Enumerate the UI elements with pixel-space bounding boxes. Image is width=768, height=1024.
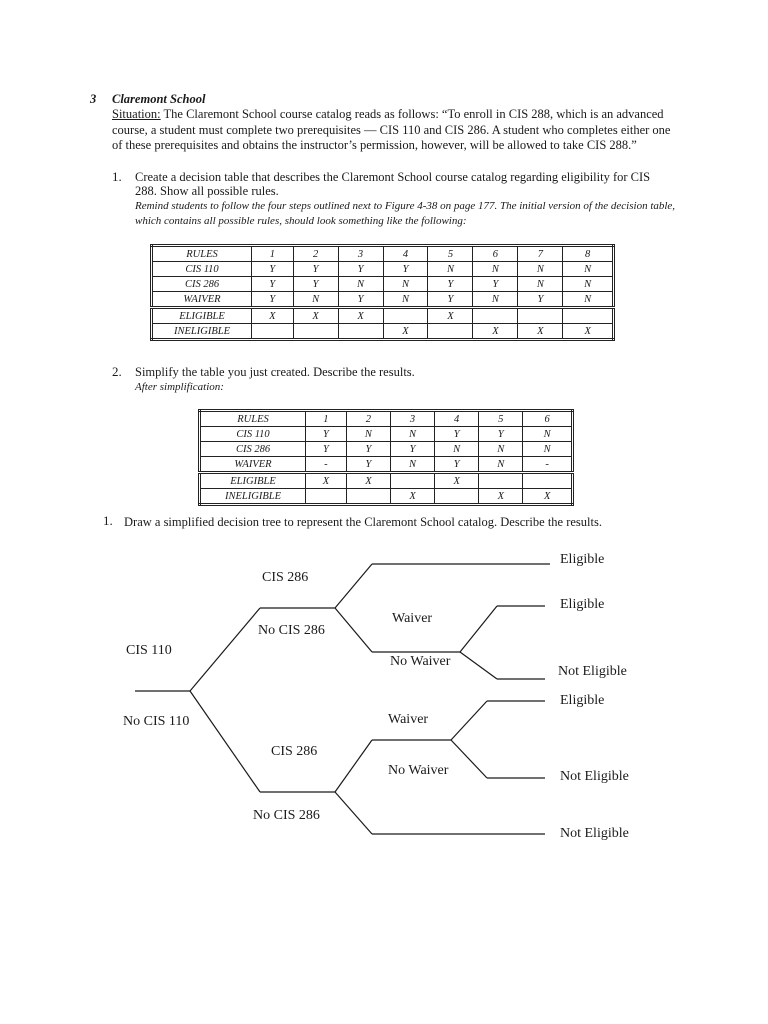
table-row-label: CIS 110 [152, 262, 252, 277]
tree-branch-upper-waiver [460, 606, 497, 652]
table-cell: - [523, 457, 573, 473]
table-row-label: RULES [200, 411, 306, 427]
table-cell: Y [306, 427, 347, 442]
table-cell: Y [252, 277, 294, 292]
table-row-label: CIS 286 [152, 277, 252, 292]
table-cell: Y [479, 427, 523, 442]
tree-label-no-cis110: No CIS 110 [123, 714, 190, 729]
tree-label-lower-waiver: Waiver [388, 712, 429, 727]
table-cell: X [252, 308, 294, 324]
tree-label-cis110: CIS 110 [126, 643, 172, 658]
tree-label-upper-cis286: CIS 286 [262, 570, 309, 585]
tree-branch-upper-no-waiver [460, 652, 497, 679]
tree-branch-lower-waiver [451, 701, 487, 740]
q2-text: Simplify the table you just created. Describe the results. [135, 365, 415, 379]
table-cell: N [383, 277, 428, 292]
table-cell: 2 [346, 411, 390, 427]
q2-number: 2. [112, 364, 122, 379]
tree-branch-cis110 [190, 608, 260, 691]
situation-text: The Claremont School course catalog reads as follows: “To enroll in CIS 288, which is an advanced course, a student must complete two prerequisites — CIS 110 and CIS 286. A student who completes either one of these prerequisites and obtains the instructor’s permission, however, will be allowed to take CIS 288.” [112, 107, 671, 152]
table-cell: 1 [252, 246, 294, 262]
tree-label-lower-no-waiver: No Waiver [388, 763, 449, 778]
table-cell: 2 [293, 246, 338, 262]
situation-label: Situation: [112, 107, 161, 121]
table-cell: 6 [473, 246, 518, 262]
table-cell: 1 [306, 411, 347, 427]
table-cell: Y [518, 292, 563, 308]
table-cell: N [390, 457, 434, 473]
table-cell: X [428, 308, 473, 324]
tree-branch-upper-cis286 [335, 564, 372, 608]
table-cell: X [473, 324, 518, 340]
table-cell: X [293, 308, 338, 324]
table-cell: N [563, 277, 614, 292]
table-cell: Y [428, 292, 473, 308]
table-cell: X [338, 308, 383, 324]
tree-outcome-5: Not Eligible [560, 769, 629, 784]
tree-label-upper-waiver: Waiver [392, 611, 433, 626]
tree-branch-no-cis110 [190, 691, 260, 792]
table-row-label: ELIGIBLE [200, 473, 306, 489]
table-cell: X [383, 324, 428, 340]
table-cell: Y [346, 457, 390, 473]
table-cell: X [523, 489, 573, 505]
table-cell: N [518, 277, 563, 292]
table-cell: 3 [338, 246, 383, 262]
table-cell: Y [390, 442, 434, 457]
table-cell: N [473, 292, 518, 308]
table-cell: Y [293, 262, 338, 277]
table-cell: 4 [383, 246, 428, 262]
q3-text: Draw a simplified decision tree to represent the Claremont School catalog. Describe the results. [124, 515, 602, 529]
table-row-label: CIS 286 [200, 442, 306, 457]
table-cell: Y [383, 262, 428, 277]
tree-outcome-1: Eligible [560, 552, 605, 567]
table-cell: Y [252, 262, 294, 277]
table-cell: Y [252, 292, 294, 308]
table-row-label: ELIGIBLE [152, 308, 252, 324]
tree-branch-lower-no-waiver [451, 740, 487, 778]
table-cell: N [479, 457, 523, 473]
table-row-label: WAIVER [152, 292, 252, 308]
tree-outcome-3: Not Eligible [558, 664, 627, 679]
table-cell: 5 [428, 246, 473, 262]
tree-label-upper-no-cis286: No CIS 286 [258, 623, 325, 638]
table-cell: Y [338, 262, 383, 277]
table-cell: Y [306, 442, 347, 457]
table-cell: N [338, 277, 383, 292]
q3-number: 1. [103, 513, 113, 528]
table-cell: X [435, 473, 479, 489]
tree-branch-lower-no-cis286 [335, 792, 372, 834]
table-cell: X [563, 324, 614, 340]
table-cell: X [390, 489, 434, 505]
tree-outcome-2: Eligible [560, 597, 605, 612]
tree-label-lower-no-cis286: No CIS 286 [253, 808, 320, 823]
table-cell: 8 [563, 246, 614, 262]
table-cell: Y [473, 277, 518, 292]
table-cell: N [473, 262, 518, 277]
table-cell: X [306, 473, 347, 489]
table-row-label: WAIVER [200, 457, 306, 473]
table-cell: N [479, 442, 523, 457]
tree-outcome-4: Eligible [560, 693, 605, 708]
table-cell: Y [346, 442, 390, 457]
table-cell: N [293, 292, 338, 308]
table-cell: N [563, 292, 614, 308]
table-cell: 4 [435, 411, 479, 427]
q1-text: Create a decision table that describes the Claremont School course catalog regarding eligibility for CIS 288. Show all possible rules. [135, 170, 651, 198]
tree-branch-lower-cis286 [335, 740, 372, 792]
table-cell: N [523, 427, 573, 442]
table-cell: 3 [390, 411, 434, 427]
table-cell: Y [293, 277, 338, 292]
q2-note: After simplification: [135, 381, 224, 393]
table-cell: N [428, 262, 473, 277]
table-cell: N [346, 427, 390, 442]
table-row-label: INELIGIBLE [152, 324, 252, 340]
table-cell: N [563, 262, 614, 277]
section-number: 3 [90, 92, 97, 106]
table-cell: - [306, 457, 347, 473]
table-row-label: INELIGIBLE [200, 489, 306, 505]
table-cell: 5 [479, 411, 523, 427]
table-cell: X [346, 473, 390, 489]
q1-note: Remind students to follow the four steps outlined next to Figure 4-38 on page 177. The initial version of the decision table, which contains all possible rules, should look something like the following: [135, 200, 676, 227]
table-cell: X [518, 324, 563, 340]
table-cell: N [518, 262, 563, 277]
table-cell: 6 [523, 411, 573, 427]
table-row-label: RULES [152, 246, 252, 262]
table-cell: N [435, 442, 479, 457]
q1-number: 1. [112, 169, 122, 184]
tree-branch-upper-no-cis286 [335, 608, 372, 652]
table-cell: N [383, 292, 428, 308]
tree-label-upper-no-waiver: No Waiver [390, 654, 451, 669]
tree-outcome-6: Not Eligible [560, 826, 629, 841]
table-cell: Y [338, 292, 383, 308]
section-title: Claremont School [112, 92, 206, 106]
tree-label-lower-cis286: CIS 286 [271, 744, 318, 759]
table-cell: N [523, 442, 573, 457]
table-cell: X [479, 489, 523, 505]
table-cell: N [390, 427, 434, 442]
table-cell: Y [435, 427, 479, 442]
table-row-label: CIS 110 [200, 427, 306, 442]
table-cell: 7 [518, 246, 563, 262]
table-cell: Y [435, 457, 479, 473]
table-cell: Y [428, 277, 473, 292]
